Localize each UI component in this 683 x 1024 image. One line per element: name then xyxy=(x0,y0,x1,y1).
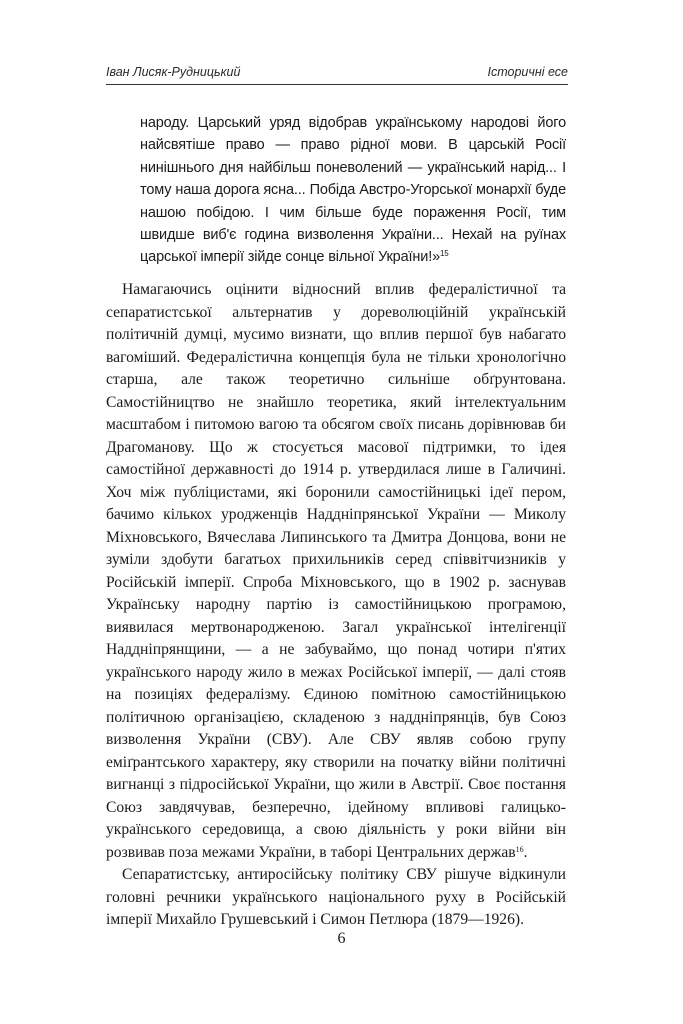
block-quote xyxy=(140,112,566,269)
paragraph-2-text: Сепаратистську, антиросійську політику СВУ рішуче відкинули головні речники українського національного руху в Російській імперії Михайло Грушевський і Симон Петлюра (1879—1926). xyxy=(106,866,566,928)
running-header xyxy=(106,62,568,85)
header-section-title: Історичні есе xyxy=(487,65,568,79)
footnote-ref-15[interactable]: 15 xyxy=(440,249,449,259)
quote-text: народу. Царський уряд відобрав українському народові його найсвятіше право — право рідної мови. В царській Росії нинішнього дня найбільш поневолений — український нарід... І тому наша дорога ясна... Побіда Австро-Угорської монархії буде нашою побідою. І чим більше буде пораження Росії, тим швидше виб'є година визволення України... Нехай на руїнах царської імперії зійде сонце вільної України!» xyxy=(140,115,566,266)
paragraph-1 xyxy=(106,279,566,864)
page-number: 6 xyxy=(337,930,346,947)
paragraph-2 xyxy=(106,864,566,932)
footnote-ref-16[interactable]: 16 xyxy=(515,844,524,854)
paragraph-1-tail: . xyxy=(523,843,528,861)
body-text xyxy=(106,279,566,932)
paragraph-1-text: Намагаючись оцінити відносний вплив федералістичної та сепаратистської альтернатив у дореволюційній українській політичній думці, мусимо визнати, що вплив першої був набагато вагоміший. Федералістична концепція була не тільки хронологічно старша, але також теоретично сильніше обґрунтована. Самостійництво не знайшло теоретика, який інтелектуальним масштабом і питомою вагою та обсягом своїх писань дорівнював би Драгоманову. Що ж стосується масової підтримки, то ідея самостійної державності до 1914 р. утвердилася лише в Галичині. Хоч між публіцистами, які боронили самостійницькі ідеї пером, бачимо кількох уродженців Наддніпрянської України — Миколу Міхновського, Вячеслава Липинського та Дмитра Донцова, вони не зуміли здобути багатьох прихильників серед співвітчизників у Російській імперії. Спроба Міхновського, що в 1902 р. заснував Українську народну партію із самостійницькою програмою, виявилася мертвонародженою. Загал української інтелігенції Наддніпрянщини, — а не забуваймо, що понад чотири п'ятих українського народу жило в межах Російської імперії, — далі стояв на позиціях федералізму. Єдиною помітною самостійницькою політичною організацією, складеною з наддніпрянців, був Союз визволення України (СВУ). Але СВУ являв собою групу еміґрантського характеру, яку створили на початку війни політичні вигнанці з підросійської України, що жили в Австрії. Своє постання Союз завдячував, безперечно, ідейному впливові галицько-українського середовища, а свою діяльність у роки війни він розвивав поза межами України, в таборі Центральних держав xyxy=(106,281,566,861)
header-author: Іван Лисяк-Рудницький xyxy=(106,65,241,79)
